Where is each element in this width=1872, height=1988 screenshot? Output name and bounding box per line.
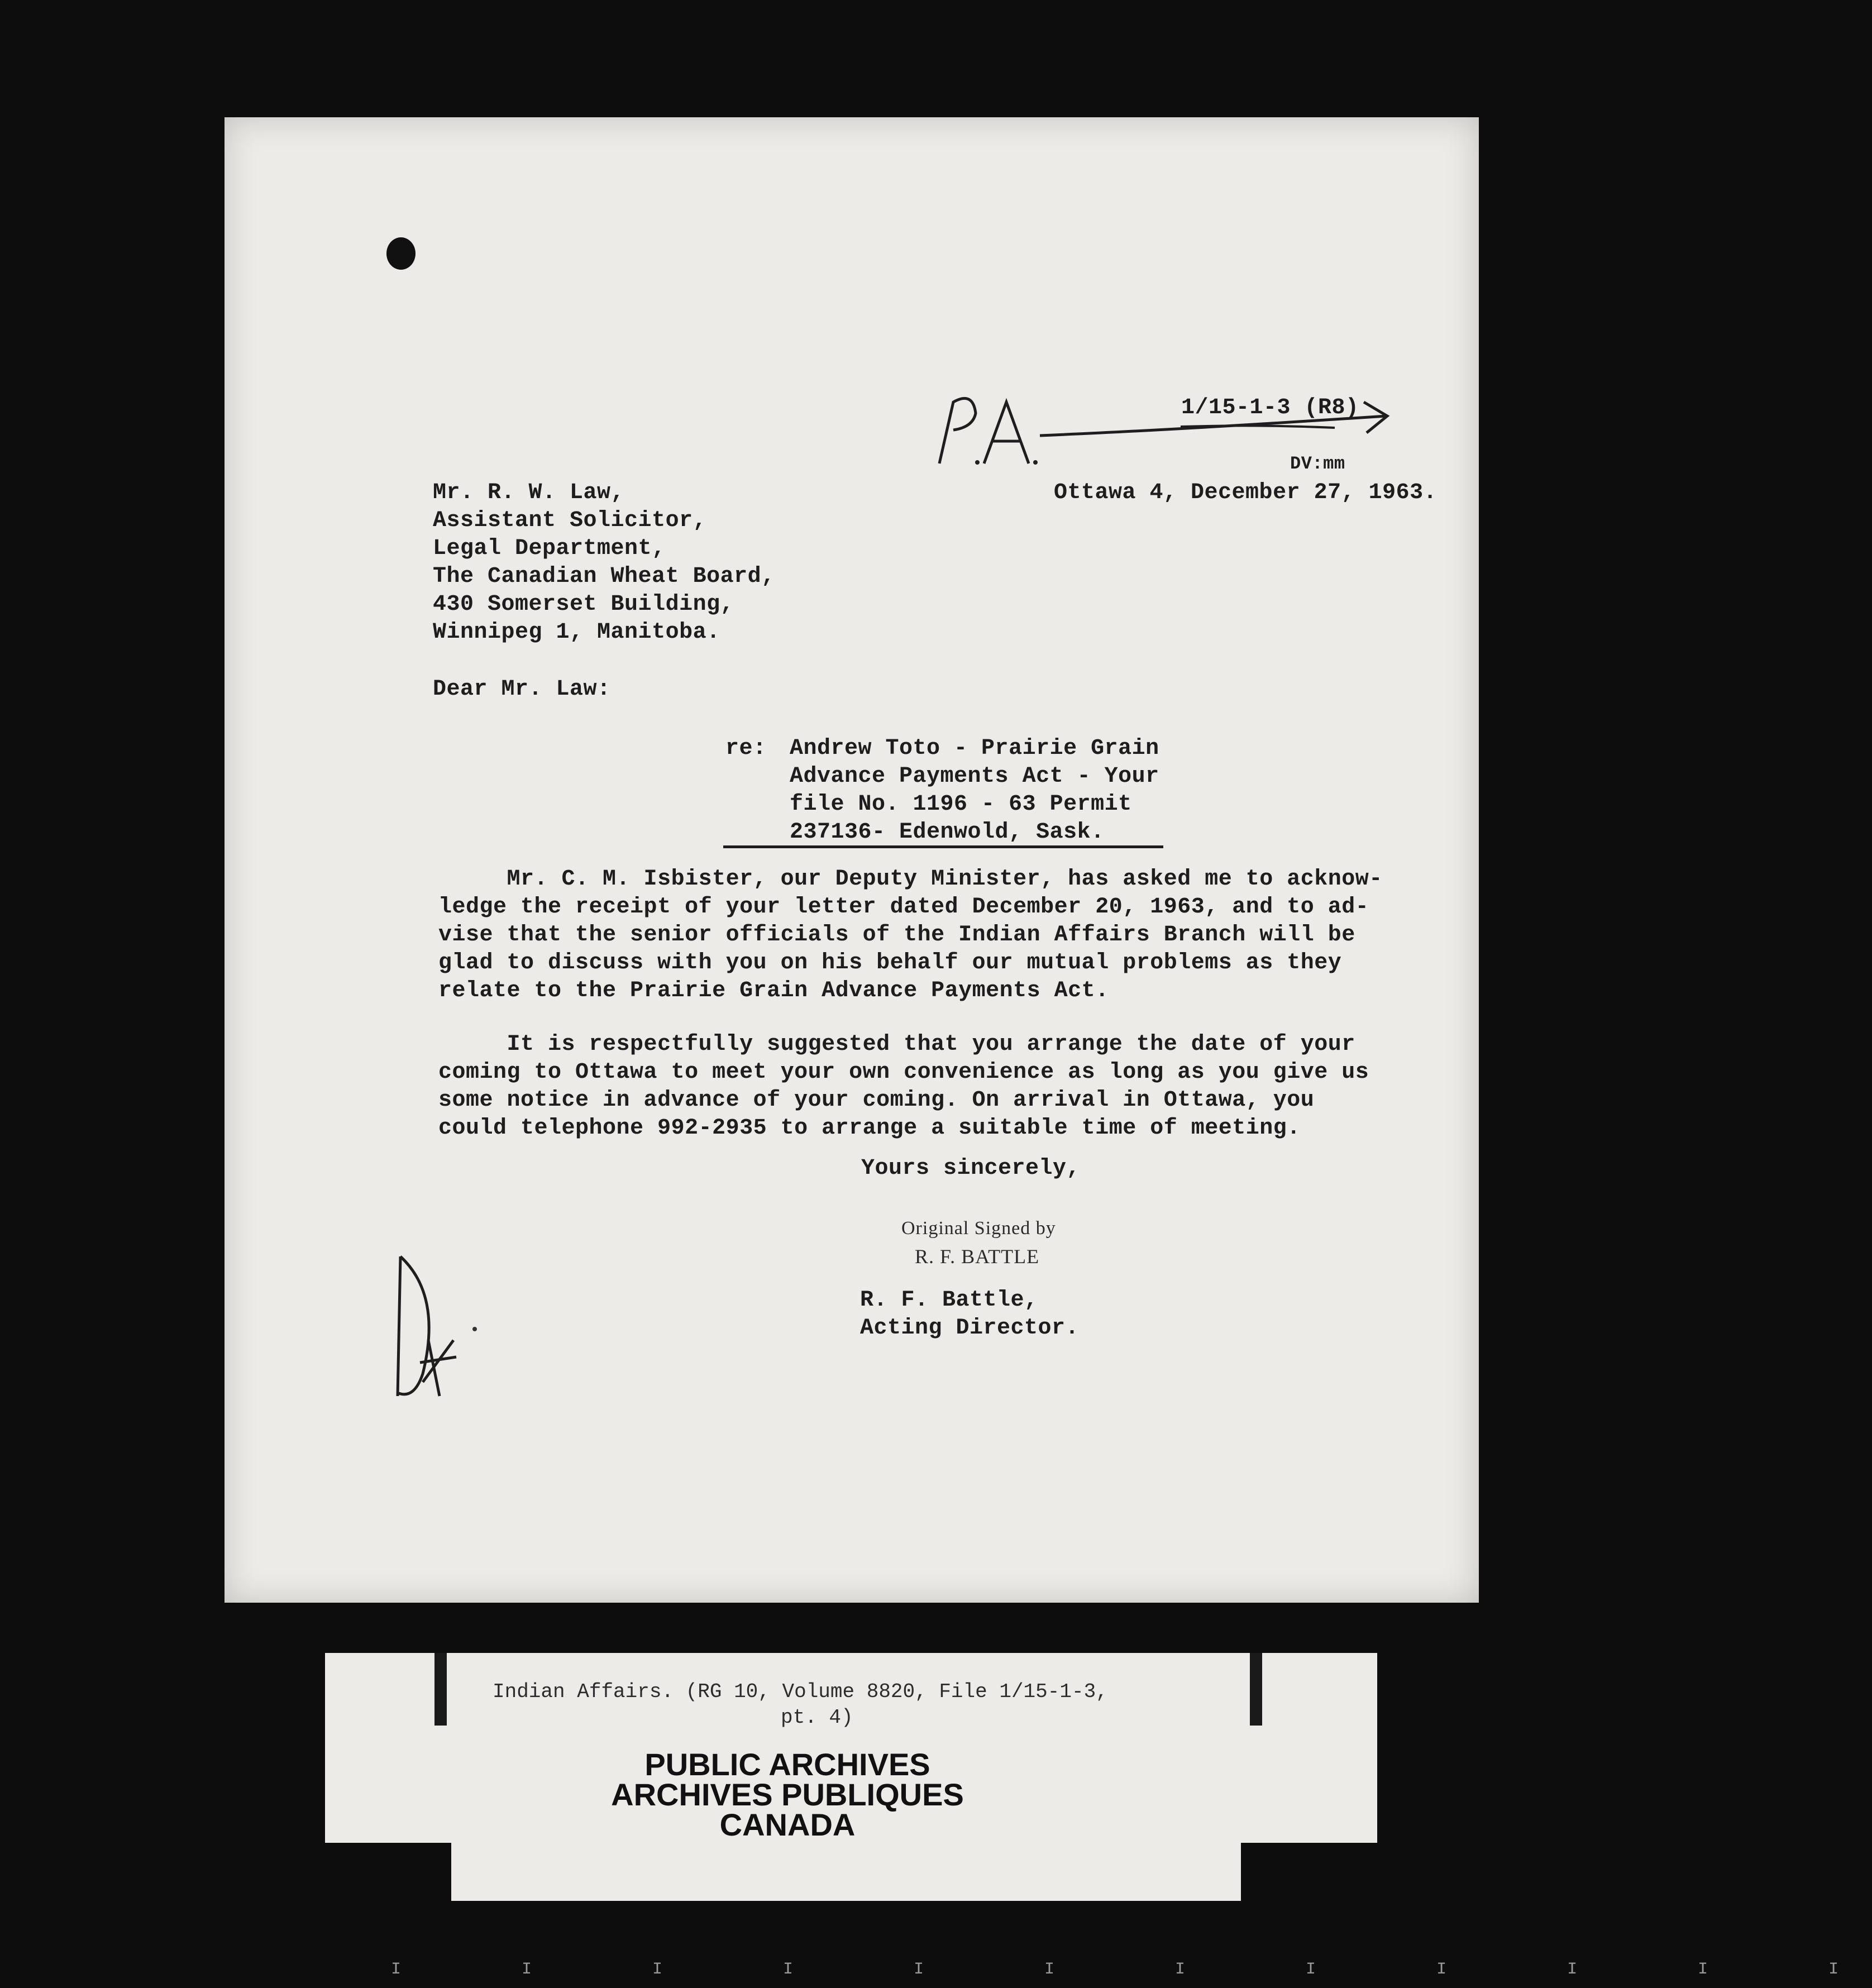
paragraph-line: coming to Ottawa to meet your own convenience as long as you give us [438,1060,1369,1085]
recipient-line: Legal Department, [433,536,666,561]
file-reference-underline [1179,423,1336,430]
subject-underline [723,845,1163,848]
paragraph-line: could telephone 992-2935 to arrange a suitable time of meeting. [438,1116,1301,1141]
archive-stamp-line3: CANADA [719,1807,856,1842]
salutation: Dear Mr. Law: [433,677,611,702]
letter-page [225,117,1479,1603]
recipient-line: The Canadian Wheat Board, [433,564,775,589]
label-right-bar [1250,1653,1262,1726]
signer-title: Acting Director. [860,1316,1080,1341]
subject-line: Andrew Toto - Prairie Grain [790,736,1159,761]
paragraph-line: some notice in advance of your coming. On arrival in Ottawa, you [438,1088,1315,1113]
closing: Yours sincerely, [861,1156,1081,1181]
paragraph-line: ledge the receipt of your letter dated December 20, 1963, and to ad- [438,895,1369,920]
paragraph-line: Mr. C. M. Isbister, our Deputy Minister, has asked me to acknow- [438,867,1383,892]
paragraph-line: It is respectfully suggested that you arrange the date of your [438,1032,1355,1057]
label-left-bar [434,1653,447,1726]
archive-label-tab [451,1843,1241,1901]
recipient-line: Assistant Solicitor, [433,508,707,533]
signature-stamp-line1: Original Signed by [901,1218,1056,1239]
signer-name: R. F. Battle, [860,1288,1038,1313]
recipient-line: Mr. R. W. Law, [433,480,625,505]
subject-line: Advance Payments Act - Your [790,764,1159,789]
archive-citation-line2: pt. 4) [781,1706,853,1729]
paragraph-line: glad to discuss with you on his behalf our mutual problems as they [438,950,1342,976]
subject-line: 237136- Edenwold, Sask. [790,820,1105,845]
place-date: Ottawa 4, December 27, 1963. [1054,480,1438,505]
archive-label [325,1653,1377,1843]
subject-line: file No. 1196 - 63 Permit [790,792,1132,817]
signature-stamp-line2: R. F. BATTLE [915,1245,1040,1268]
archive-citation-line1: Indian Affairs. (RG 10, Volume 8820, File 1/15-1-3, [493,1680,1108,1703]
paragraph-line: vise that the senior officials of the Indian Affairs Branch will be [438,923,1355,948]
recipient-line: 430 Somerset Building, [433,592,734,617]
file-reference: 1/15-1-3 (R8) [1181,395,1359,420]
ink-blot [386,237,416,270]
film-edge-marks: I I I I I I I I I I I I [391,1960,1872,1979]
typist-initials: DV:mm [1290,453,1345,474]
archive-stamp-line1: PUBLIC ARCHIVES [644,1747,930,1782]
subject-prefix: re: [725,736,767,761]
handwritten-initials-mark [375,1245,487,1407]
recipient-line: Winnipeg 1, Manitoba. [433,620,720,645]
paragraph-line: relate to the Prairie Grain Advance Payments Act. [438,978,1109,1003]
archive-stamp-line2: ARCHIVES PUBLIQUES [611,1777,964,1812]
